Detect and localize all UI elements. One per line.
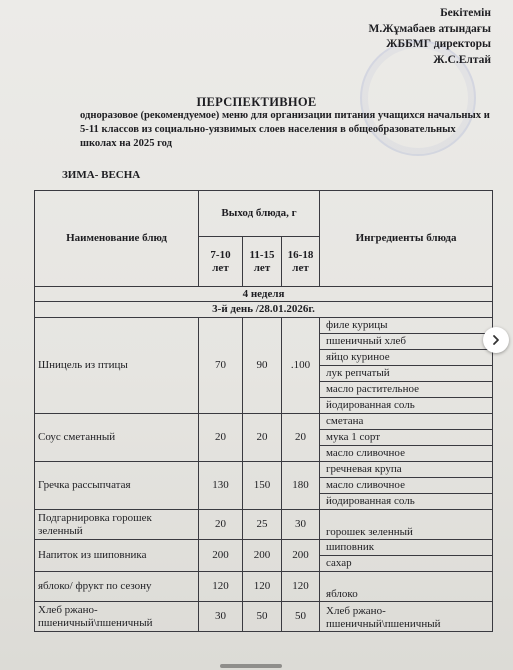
chevron-right-icon [490, 334, 502, 346]
output-7-10: 30 [199, 602, 243, 632]
output-7-10: 120 [199, 572, 243, 602]
approval-line: ЖББМГ директоры [386, 38, 491, 50]
ingredient-cell: яблоко [320, 572, 493, 602]
ingredient-cell: мука 1 сорт [320, 430, 493, 446]
output-11-15: 20 [243, 414, 282, 462]
home-indicator [220, 664, 282, 668]
output-7-10: 70 [199, 318, 243, 414]
ingredient-cell: йодированная соль [320, 494, 493, 510]
output-11-15: 25 [243, 510, 282, 540]
output-16-18: 120 [282, 572, 320, 602]
output-11-15: 90 [243, 318, 282, 414]
output-7-10: 200 [199, 540, 243, 572]
season-label: ЗИМА- ВЕСНА [62, 169, 141, 181]
ingredient-cell: сметана [320, 414, 493, 430]
header-dish: Наименование блюд [35, 191, 199, 287]
output-16-18: 200 [282, 540, 320, 572]
header-ingredients: Ингредиенты блюда [320, 191, 493, 287]
output-16-18: 30 [282, 510, 320, 540]
output-11-15: 120 [243, 572, 282, 602]
approval-line: Бекітемін [440, 7, 491, 19]
ingredient-cell: лук репчатый [320, 366, 493, 382]
output-11-15: 50 [243, 602, 282, 632]
dish-name: Гречка рассыпчатая [35, 462, 199, 510]
header-age-11-15: 11-15 лет [243, 237, 282, 287]
ingredient-cell: Хлеб ржано-пшеничный\пшеничный [320, 602, 493, 632]
table-row [35, 510, 493, 540]
output-11-15: 150 [243, 462, 282, 510]
ingredient-cell: гречневая крупа [320, 462, 493, 478]
ingredient-cell: шиповник [320, 540, 493, 556]
approval-line: Ж.С.Елтай [433, 53, 491, 66]
table-row [35, 318, 493, 334]
ingredient-cell: пшеничный хлеб [320, 334, 493, 350]
week-label: 4 неделя [35, 287, 493, 302]
table-row [35, 540, 493, 556]
approval-block [368, 6, 491, 68]
ingredient-cell: масло сливочное [320, 478, 493, 494]
ingredient-cell: яйцо куриное [320, 350, 493, 366]
ingredient-cell: масло растительное [320, 382, 493, 398]
day-label: 3-й день /28.01.2026г. [35, 302, 493, 318]
table-row [35, 462, 493, 478]
output-7-10: 20 [199, 414, 243, 462]
ingredient-cell: сахар [320, 556, 493, 572]
dish-name: яблоко/ фрукт по сезону [35, 572, 199, 602]
header-age-16-18: 16-18 лет [282, 237, 320, 287]
header-age-7-10: 7-10 лет [199, 237, 243, 287]
output-11-15: 200 [243, 540, 282, 572]
approval-line: М.Жұмабаев атындағы [368, 22, 491, 35]
document-title: ПЕРСПЕКТИВНОЕ [196, 95, 317, 109]
table-row [35, 602, 493, 632]
ingredient-cell: масло сливочное [320, 446, 493, 462]
dish-name: Подгарнировка горошек зеленный [35, 510, 199, 540]
output-16-18: 50 [282, 602, 320, 632]
dish-name: Соус сметанный [35, 414, 199, 462]
header-output: Выход блюда, г [199, 191, 320, 237]
menu-table [34, 190, 493, 632]
ingredient-cell: йодированная соль [320, 398, 493, 414]
ingredient-cell: филе курицы [320, 318, 493, 334]
dish-name: Хлеб ржано-пшеничный\пшеничный [35, 602, 199, 632]
output-16-18: 180 [282, 462, 320, 510]
output-7-10: 20 [199, 510, 243, 540]
ingredient-cell: горошек зеленный [320, 510, 493, 540]
table-row [35, 572, 493, 602]
document-subtitle: одноразовое (рекомендуемое) меню для организации питания учащихся начальных и 5-11 классов из социально-уязвимых слоев населения в общеобразовательных школах на 2025 год [80, 110, 490, 149]
dish-name: Шницель из птицы [35, 318, 199, 414]
output-16-18: .100 [282, 318, 320, 414]
dish-name: Напиток из шиповника [35, 540, 199, 572]
output-16-18: 20 [282, 414, 320, 462]
table-row [35, 414, 493, 430]
output-7-10: 130 [199, 462, 243, 510]
next-page-button[interactable] [483, 327, 509, 353]
